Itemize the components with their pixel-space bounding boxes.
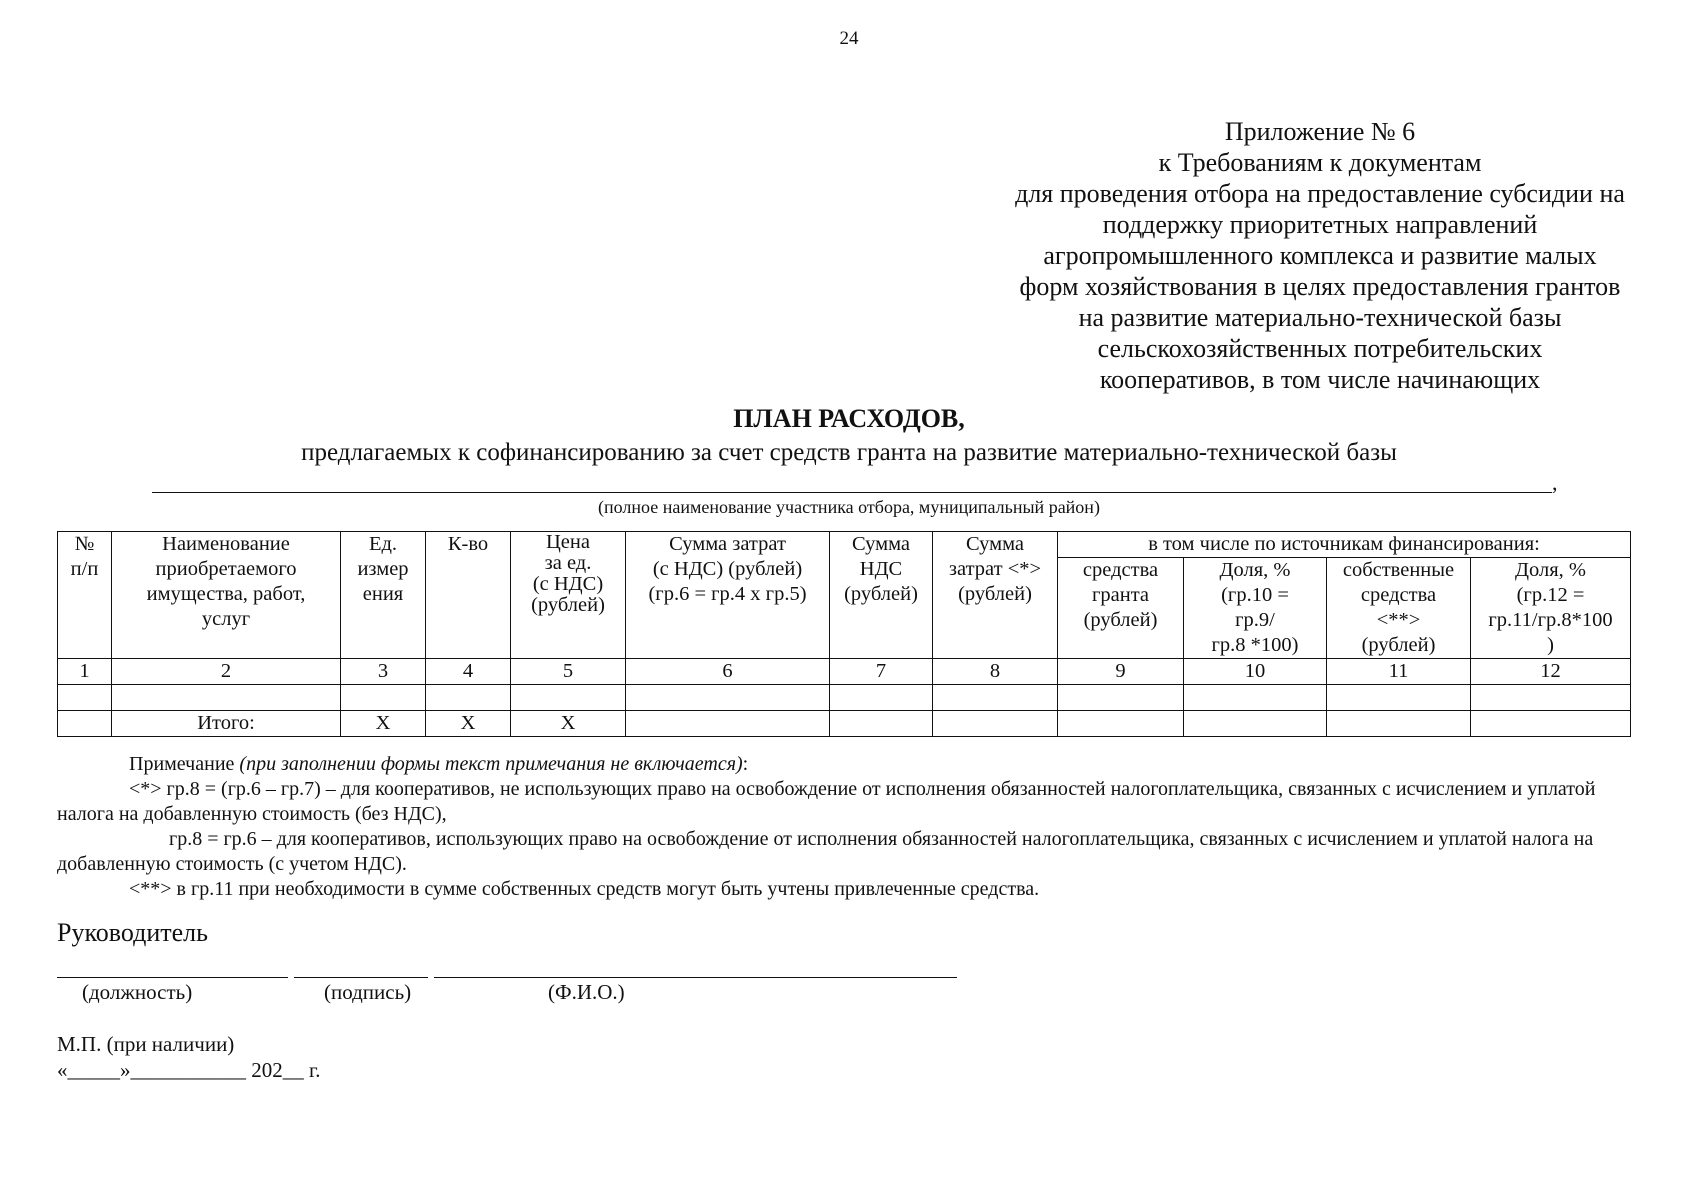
column-number: 4 [426, 659, 511, 685]
page-number: 24 [839, 28, 859, 49]
appendix-line: сельскохозяйственных потребительских [1097, 334, 1543, 363]
appendix-header [960, 116, 1680, 395]
stamp-place: М.П. (при наличии) [57, 1032, 235, 1056]
expense-plan-table [57, 531, 1631, 737]
table-cell[interactable] [341, 685, 426, 711]
header-grant-share: Доля, % (гр.10 = гр.9/ гр.8 *100) [1184, 558, 1327, 659]
table-cell[interactable] [511, 685, 626, 711]
header-vat-sum: Сумма НДС (рублей) [830, 532, 933, 659]
total-cell-unit: Х [341, 711, 426, 737]
head-label: Руководитель [57, 918, 208, 947]
position-line[interactable] [57, 977, 288, 978]
header-own-share: Доля, % (гр.12 = гр.11/гр.8*100 ) [1471, 558, 1631, 659]
header-total-cost: Сумма затрат (с НДС) (рублей) (гр.6 = гр.4 x гр.5) [626, 532, 830, 659]
header-item-name: Наименование приобретаемого имущества, работ, услуг [112, 532, 341, 659]
column-number-row [58, 659, 1631, 685]
signature-line[interactable] [294, 977, 428, 978]
note-1: <*> гр.8 = (гр.6 – гр.7) – для кооперативов, не использующих право на освобождение от исполнения обязанностей налогоплательщика, связанных с исчислением и уплатой налога на добавленную стоимость (без НДС), [57, 778, 1596, 825]
total-row [58, 711, 1631, 737]
note-3: <**> в гр.11 при необходимости в сумме собственных средств могут быть учтены привлеченные средства. [129, 878, 1040, 900]
column-number: 7 [830, 659, 933, 685]
column-number: 6 [626, 659, 830, 685]
table-cell[interactable] [933, 711, 1058, 737]
header-unit: Ед. измер ения [341, 532, 426, 659]
participant-name-line[interactable] [152, 492, 1552, 493]
full-name-caption: (Ф.И.О.) [548, 980, 625, 1004]
plan-subtitle: предлагаемых к софинансированию за счет средств гранта на развитие материально-технической базы [301, 439, 1397, 466]
column-number: 5 [511, 659, 626, 685]
table-cell[interactable] [1184, 711, 1327, 737]
column-number: 12 [1471, 659, 1631, 685]
position-caption: (должность) [82, 980, 193, 1004]
column-number: 2 [112, 659, 341, 685]
appendix-line: форм хозяйствования в целях предоставления грантов [1019, 272, 1621, 301]
table-cell[interactable] [1327, 685, 1471, 711]
full-name-line[interactable] [434, 977, 957, 978]
appendix-line: к Требованиям к документам [1158, 148, 1482, 177]
total-label: Итого: [112, 711, 341, 737]
appendix-line: поддержку приоритетных направлений [1102, 210, 1538, 239]
appendix-line: агропромышленного комплекса и развитие малых [1043, 241, 1597, 270]
table-cell[interactable] [1471, 711, 1631, 737]
column-number: 8 [933, 659, 1058, 685]
table-cell[interactable] [112, 685, 341, 711]
signature-caption: (подпись) [324, 980, 412, 1004]
header-number: № п/п [58, 532, 112, 659]
header-unit-price: Цена за ед. (с НДС) (рублей) [511, 532, 626, 659]
column-number: 11 [1327, 659, 1471, 685]
notes [57, 752, 1647, 902]
total-cell-price: Х [511, 711, 626, 737]
note-2: гр.8 = гр.6 – для кооперативов, использующих право на освобождение от исполнения обязанностей налогоплательщика, связанных с исчислением и уплатой налога на добавленную стоимость (с учетом НДС). [57, 828, 1594, 875]
appendix-line: на развитие материально-технической базы [1078, 303, 1562, 332]
participant-name-caption: (полное наименование участника отбора, муниципальный район) [598, 497, 1100, 517]
appendix-line: для проведения отбора на предоставление субсидии на [1015, 179, 1625, 208]
table-cell[interactable] [933, 685, 1058, 711]
column-number: 3 [341, 659, 426, 685]
table-cell[interactable] [1471, 685, 1631, 711]
table-cell[interactable] [626, 685, 830, 711]
total-cell-quantity: Х [426, 711, 511, 737]
header-own-funds: собственные средства <**> (рублей) [1327, 558, 1471, 659]
column-number: 10 [1184, 659, 1327, 685]
column-number: 9 [1058, 659, 1184, 685]
column-number: 1 [58, 659, 112, 685]
table-cell[interactable] [830, 685, 933, 711]
table-cell[interactable] [1327, 711, 1471, 737]
notes-heading: Примечание (при заполнении формы текст примечания не включается): [129, 753, 749, 775]
table-cell[interactable] [1058, 685, 1184, 711]
date-line: «_____»___________ 202__ г. [57, 1058, 321, 1082]
plan-title: ПЛАН РАСХОДОВ, [733, 404, 965, 433]
table-cell[interactable] [1058, 711, 1184, 737]
table-row [58, 685, 1631, 711]
header-cost-sum: Сумма затрат <*> (рублей) [933, 532, 1058, 659]
header-funding-sources: в том числе по источникам финансирования: [1058, 532, 1631, 558]
appendix-line: Приложение № 6 [1224, 117, 1416, 146]
table-cell[interactable] [1184, 685, 1327, 711]
table-cell[interactable] [58, 685, 112, 711]
header-grant-funds: средства гранта (рублей) [1058, 558, 1184, 659]
table-cell[interactable] [426, 685, 511, 711]
appendix-line: кооперативов, в том числе начинающих [1099, 365, 1541, 394]
table-cell [58, 711, 112, 737]
participant-name-comma: , [1552, 470, 1558, 495]
table-cell[interactable] [626, 711, 830, 737]
header-quantity: К-во [426, 532, 511, 659]
table-cell[interactable] [830, 711, 933, 737]
